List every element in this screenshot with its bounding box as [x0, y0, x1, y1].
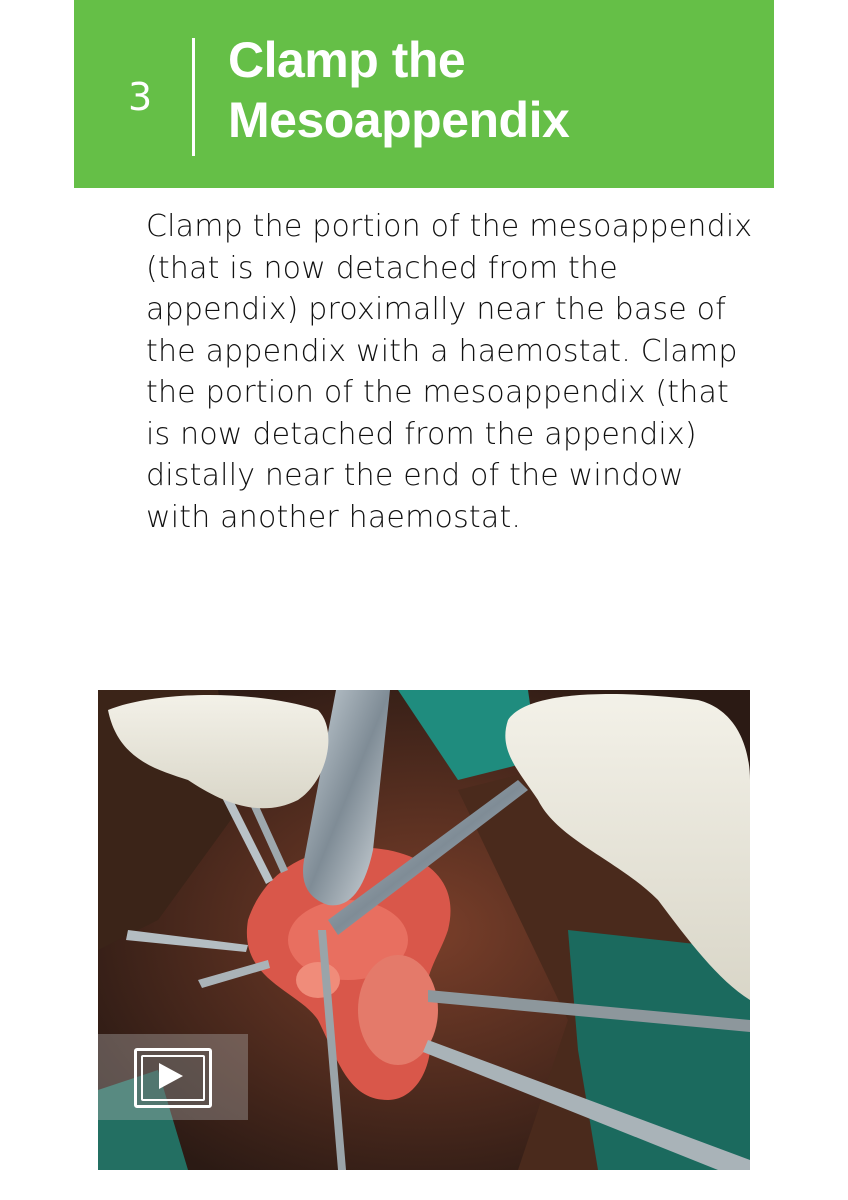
- play-icon: [159, 1063, 183, 1089]
- tissue-spot: [296, 962, 340, 998]
- play-overlay: [98, 1034, 248, 1120]
- step-number: 3: [128, 75, 153, 119]
- play-button[interactable]: [134, 1048, 212, 1108]
- header-divider: [192, 38, 195, 156]
- page-title: Clamp the Mesoappendix: [228, 32, 570, 148]
- instruction-text: Clamp the portion of the mesoappendix (that is now detached from the appendix) proximally near the base of the appendix with a haemostat. Clamp the portion of the mesoappendix (that is now detached from the appendix) distally near the end of the window with another haemostat.: [146, 209, 753, 535]
- video-player[interactable]: [98, 690, 750, 1170]
